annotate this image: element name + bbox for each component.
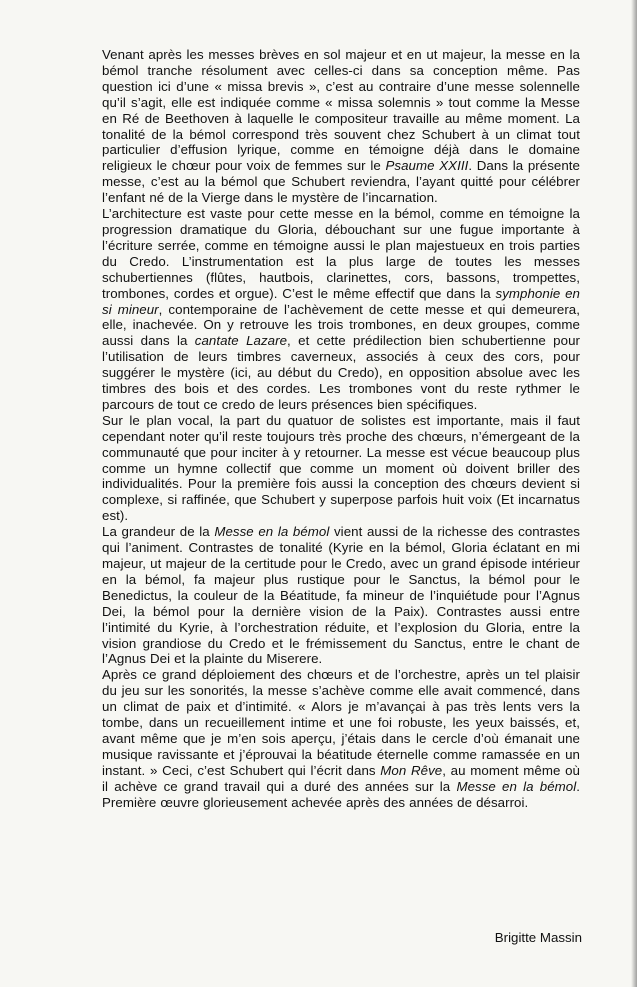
italic-title: Messe en la bémol — [214, 524, 330, 540]
text-run: La grandeur de la — [102, 524, 215, 540]
paragraph — [102, 413, 580, 524]
text-run: L’architecture est vaste pour cette messe en la bémol, comme en témoigne la progression dramatique du Gloria, débouchant sur une fugue importante à l’écriture serrée, comme en témoigne aussi le plan majestueux en trois parties du Credo. L’instrumentation est la plus large de toutes les messes schubertiennes (flûtes, hautbois, clarinettes, cors, bassons, trompettes, trombones, cordes et orgue). C’est le même effectif que dans la — [102, 206, 580, 301]
text-run: , contemporaine de l’achèvement de cette messe et qui demeurera, elle, inachevée. On y retrouve les trois trombones, en deux groupes, comme aussi dans la — [102, 301, 580, 349]
author-signature: Brigitte Massin — [494, 930, 582, 945]
text-run: Venant après les messes brèves en sol majeur et en ut majeur, la messe en la bémol tranche résolument avec celles-ci dans sa conception même. Pas question ici d’une « missa brevis », c’est au contraire d’une messe solennelle qu’il s’agit, elle est indiquée comme « missa solemnis » tout comme la Messe en Ré de Beethoven à laquelle le compositeur travaille au même moment. La tonalité de la bémol correspond très souvent chez Schubert à un climat tout particulier d’effusion lyrique, comme en témoigne déjà dans le domaine religieux le chœur pour voix de femmes sur le — [102, 47, 580, 174]
paragraph — [102, 47, 580, 206]
italic-title: Psaume XXIII — [385, 158, 469, 174]
paragraph — [102, 206, 580, 413]
paragraph — [102, 667, 580, 810]
text-run: . Première œuvre glorieusement achevée après des années de désarroi. — [102, 778, 580, 810]
italic-title: Messe en la bémol — [456, 778, 577, 794]
text-run: Après ce grand déploiement des chœurs et de l’orchestre, après un tel plaisir du jeu sur les sonorités, la messe s’achève comme elle avait commencé, dans un climat de paix et d’intimité. « Alors je m’avançai à pas très lents vers la tombe, dans un recueillement intime et une foi robuste, les yeux baissés, et, avant même que je m’en sois aperçu, j’étais dans le cercle d’où émanait une musique ravissante et j’éprouvai la béatitude éternelle comme ramassée en un instant. » Ceci, c’est Schubert qui l’écrit dans — [102, 667, 580, 778]
italic-title: symphonie en si mineur — [102, 285, 581, 317]
text-run: Sur le plan vocal, la part du quatuor de solistes est importante, mais il faut cependant noter qu’il reste toujours très proche des chœurs, n’émergeant de la communauté que pour inciter à y retourner. La messe est vécue beaucoup plus comme un hymne collectif que comme un moment où doivent briller des individualités. Pour la première fois aussi la conception des chœurs devient si complexe, si raffinée, que Schubert y superpose parfois huit voix (Et incarnatus est). — [102, 412, 580, 524]
text-run: vient aussi de la richesse des contrastes qui l’animent. Contrastes de tonalité (Kyrie en la bémol, Gloria éclatant en mi majeur, ut majeur de la certitude pour le Credo, avec un grand épisode intérieur en la bémol, fa majeur plus rustique pour le Sanctus, la bémol pour le Benedictus, la couleur de la Béatitude, fa mineur de l’inquiétude pour l’Agnus Dei, la bémol pour la dernière vision de la Paix). Contrastes aussi entre l’intimité du Kyrie, à l’orchestration réduite, et l’explosion du Gloria, entre la vision grandiose du Credo et le frémissement du Sanctus, entre le chant de l’Agnus Dei et la plainte du Miserere. — [102, 524, 580, 667]
essay-body — [102, 47, 580, 811]
text-run: , au moment même où il achève ce grand travail qui a duré des années sur la — [102, 762, 580, 794]
text-run: , et cette prédilection bien schubertienne pour l’utilisation de leurs timbres caverneux, associés à ceux des cors, pour suggérer le mystère (ici, au début du Credo), en opposition absolue avec les timbres des bois et des cordes. Les trombones vont du reste rythmer le parcours de tout ce credo de leurs présences bien spécifiques. — [102, 333, 580, 412]
text-run: . Dans la présente messe, c’est au la bémol que Schubert reviendra, l’ayant quitté pour célébrer l’enfant né de la Vierge dans le mystère de l’incarnation. — [102, 158, 580, 206]
italic-title: Mon Rêve — [380, 762, 443, 778]
page-edge-shadow — [631, 0, 637, 987]
italic-title: cantate Lazare — [194, 333, 288, 349]
paragraph — [102, 524, 580, 667]
